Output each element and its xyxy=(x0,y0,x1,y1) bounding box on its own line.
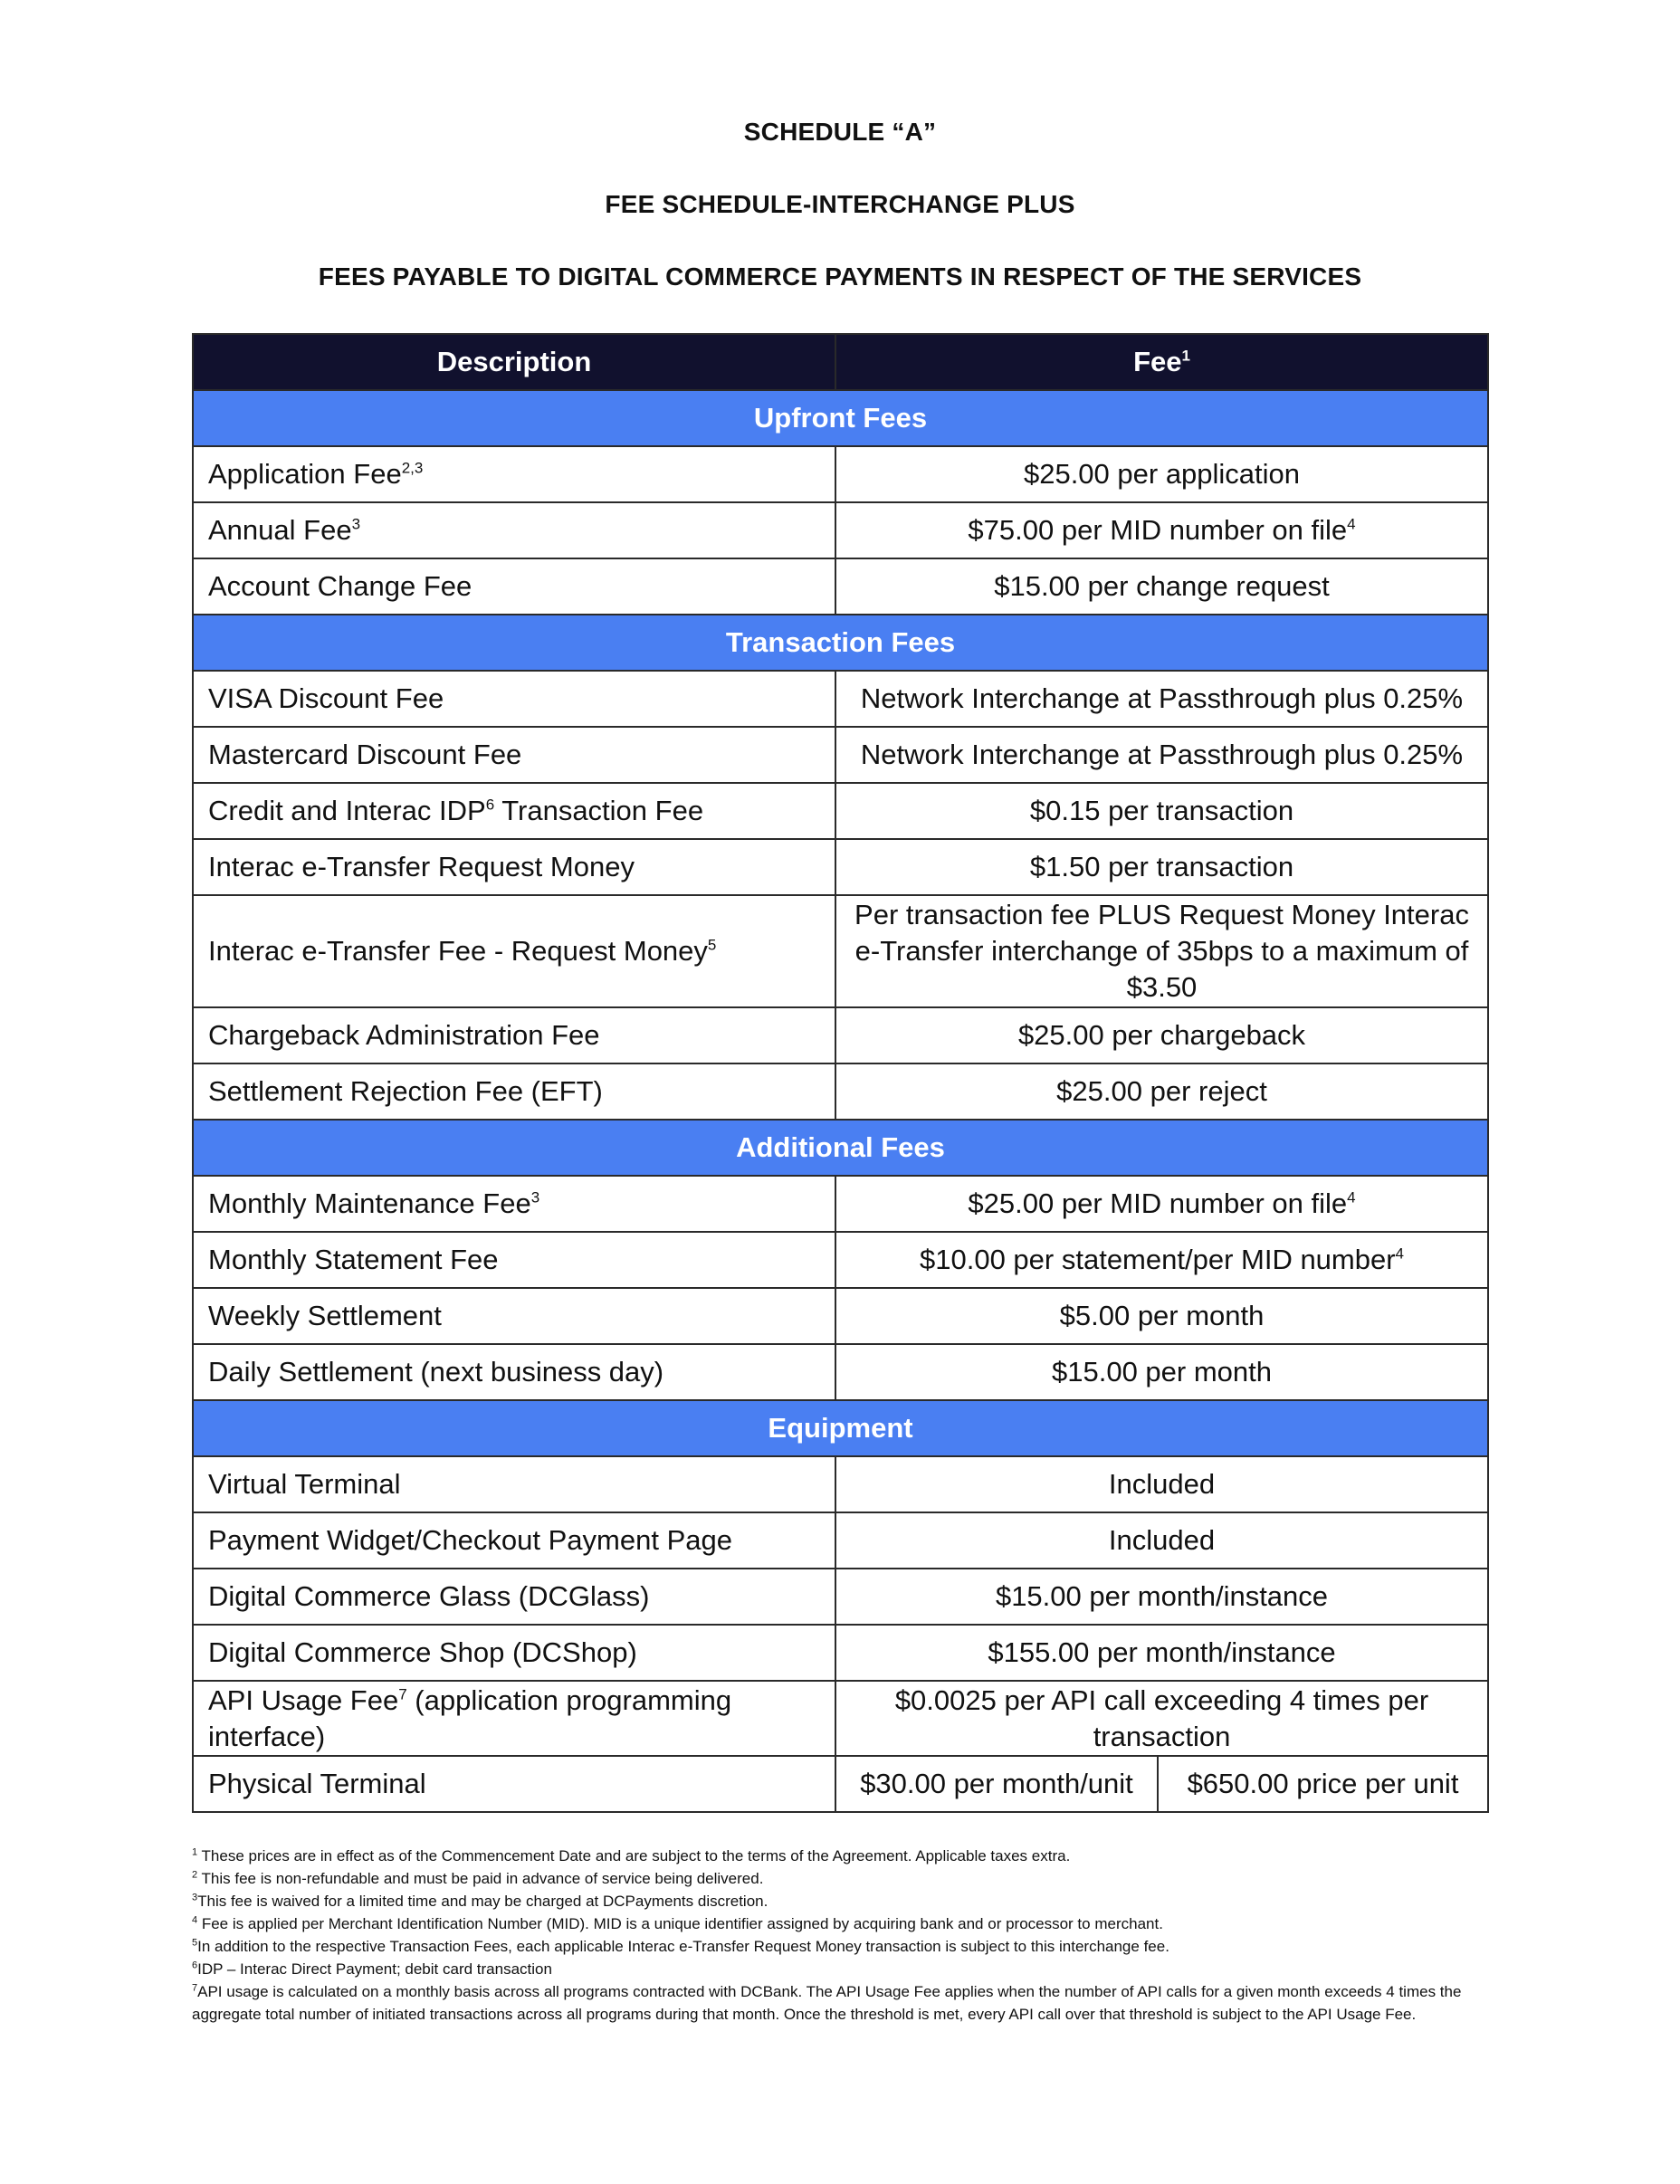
table-row: Application Fee$^{2,3}$ $25.00 per application xyxy=(193,446,1488,502)
footnote-2: $^2$ This fee is non-refundable and must be paid in advance of service being delivered. xyxy=(192,1869,764,1887)
footnote-4: $^4$ Fee is applied per Merchant Identification Number (MID). MID is a unique identifier assigned by acquiring bank and or processor to merchant. xyxy=(192,1914,1163,1932)
schedule-heading: SCHEDULE “A” xyxy=(743,118,937,146)
description-column-header: Description xyxy=(193,334,835,390)
section-additional-fees: Additional Fees xyxy=(193,1120,1488,1176)
table-row: Monthly Statement Fee $10.00 per statement/per MID number$^4$ xyxy=(193,1232,1488,1288)
table-row: Settlement Rejection Fee (EFT) $25.00 per reject xyxy=(193,1063,1488,1120)
footnote-1: $^1$ These prices are in effect as of the Commencement Date and are subject to the terms of the Agreement. Applicable taxes extra. xyxy=(192,1846,1071,1865)
fees-payable-subtitle: FEES PAYABLE TO DIGITAL COMMERCE PAYMENTS IN RESPECT OF THE SERVICES xyxy=(318,262,1362,291)
table-row: Annual Fee$^3$ $75.00 per MID number on file$^4$ xyxy=(193,502,1488,558)
footnote-7: $^7$API usage is calculated on a monthly basis across all programs contracted with DCBank. The API Usage Fee applies when the number of API calls for a given month exceeds 4 times the aggregate total number of initiated transactions across all programs during that month. Once the threshold is met, every API call over that threshold is subject to the API Usage Fee. xyxy=(192,1982,1462,2023)
footnotes xyxy=(192,1845,1495,2026)
table-row: Chargeback Administration Fee $25.00 per chargeback xyxy=(193,1007,1488,1063)
table-row: Payment Widget/Checkout Payment Page Included xyxy=(193,1512,1488,1569)
table-row: Credit and Interac IDP$^6$ Transaction Fee $0.15 per transaction xyxy=(193,783,1488,839)
table-row: Physical Terminal $30.00 per month/unit $650.00 price per unit xyxy=(193,1756,1488,1812)
table-row: Digital Commerce Glass (DCGlass) $15.00 per month/instance xyxy=(193,1569,1488,1625)
footnote-3: $^3$This fee is waived for a limited time and may be charged at DCPayments discretion. xyxy=(192,1892,768,1910)
fee-table xyxy=(192,333,1489,1813)
table-row: Weekly Settlement $5.00 per month xyxy=(193,1288,1488,1344)
section-upfront-fees: Upfront Fees xyxy=(193,390,1488,446)
footnote-6: $^6$IDP – Interac Direct Payment; debit card transaction xyxy=(192,1960,552,1978)
table-row: Interac e-Transfer Request Money $1.50 per transaction xyxy=(193,839,1488,895)
table-row: VISA Discount Fee Network Interchange at Passthrough plus 0.25% xyxy=(193,671,1488,727)
table-row: Mastercard Discount Fee Network Interchange at Passthrough plus 0.25% xyxy=(193,727,1488,783)
table-row: Daily Settlement (next business day) $15.00 per month xyxy=(193,1344,1488,1400)
footnote-5: $^5$In addition to the respective Transaction Fees, each applicable Interac e-Transfer Request Money transaction is subject to this interchange fee. xyxy=(192,1937,1169,1955)
physical-terminal-unit-price: $650.00 price per unit xyxy=(1158,1756,1488,1812)
fee-schedule-title: FEE SCHEDULE-INTERCHANGE PLUS xyxy=(605,190,1075,218)
table-header-row xyxy=(193,334,1488,390)
section-equipment: Equipment xyxy=(193,1400,1488,1456)
physical-terminal-monthly-fee: $30.00 per month/unit xyxy=(835,1756,1158,1812)
fee-column-header: Fee$^1$ xyxy=(835,334,1488,390)
table-row: Monthly Maintenance Fee$^3$ $25.00 per MID number on file$^4$ xyxy=(193,1176,1488,1232)
table-row: Account Change Fee $15.00 per change request xyxy=(193,558,1488,615)
table-row: API Usage Fee$^7$ (application programming interface) $0.0025 per API call exceeding 4 times per transaction xyxy=(193,1681,1488,1756)
table-row: Digital Commerce Shop (DCShop) $155.00 per month/instance xyxy=(193,1625,1488,1681)
section-transaction-fees: Transaction Fees xyxy=(193,615,1488,671)
table-row: Virtual Terminal Included xyxy=(193,1456,1488,1512)
table-row: Interac e-Transfer Fee - Request Money$^5$ Per transaction fee PLUS Request Money Interac e-Transfer interchange of 35bps to a maximum of $3.50 xyxy=(193,895,1488,1007)
